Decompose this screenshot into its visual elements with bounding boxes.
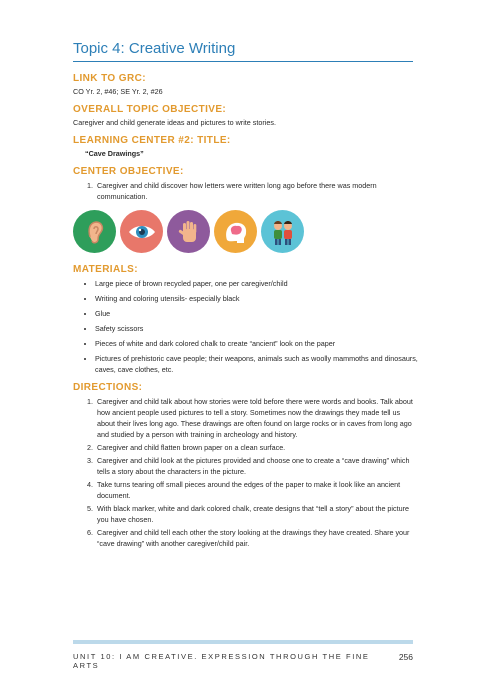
objective-heading: OVERALL TOPIC OBJECTIVE: (73, 104, 227, 115)
page-content (73, 72, 418, 555)
list-item: 1. Caregiver and child discover how letters were written long ago before there was modern communication. (95, 180, 418, 202)
link-section (73, 72, 418, 97)
list-item: • Large piece of brown recycled paper, one per caregiver/child (95, 278, 418, 289)
list-item: 2. Caregiver and child flatten brown paper on a clean surface. (95, 442, 418, 453)
materials-section (73, 263, 418, 375)
list-item: 6. Caregiver and child tell each other the story looking at the drawings they have created. Share your “cave drawing” with another caregiver/child pair. (95, 527, 418, 549)
list-item: 5. With black marker, white and dark colored chalk, create designs that “tell a story” about the picture you have chosen. (95, 503, 418, 525)
center-objective-section (73, 165, 418, 202)
children-icon (261, 210, 304, 253)
link-text: CO Yr. 2, #46; SE Yr. 2, #26 (73, 87, 163, 96)
directions-section (73, 381, 418, 549)
ear-icon (73, 210, 116, 253)
center-objective-heading: CENTER OBJECTIVE: (73, 166, 184, 177)
objective-section (73, 103, 418, 128)
hand-icon (167, 210, 210, 253)
list-item: 3. Caregiver and child look at the pictures provided and choose one to create a “cave drawing” which tells a story about the characters in the picture. (95, 455, 418, 477)
footer-divider (73, 640, 413, 644)
list-item: • Safety scissors (95, 323, 418, 334)
objective-text: Caregiver and child generate ideas and pictures to write stories. (73, 118, 276, 127)
footer-unit-title: UNIT 10: I AM CREATIVE. EXPRESSION THROUGH THE FINE ARTS (73, 652, 370, 670)
center-objective-list (73, 180, 418, 202)
list-item: • Glue (95, 308, 418, 319)
learning-center-heading: LEARNING CENTER #2: TITLE: (73, 135, 231, 146)
page-number: 256 (398, 652, 413, 662)
learning-center-title: “Cave Drawings” (85, 149, 144, 158)
page-title: Topic 4: Creative Writing (73, 39, 413, 62)
link-heading: LINK TO GRC: (73, 73, 146, 84)
directions-heading: DIRECTIONS: (73, 382, 143, 393)
page-footer (73, 652, 413, 670)
list-item: • Pictures of prehistoric cave people; their weapons, animals such as woolly mammoths and dinosaurs, caves, cave clothes, etc. (95, 353, 418, 375)
list-item: • Writing and coloring utensils- especially black (95, 293, 418, 304)
learning-center-section (73, 134, 418, 159)
eye-icon (120, 210, 163, 253)
materials-list (73, 278, 418, 375)
senses-icon-row (73, 210, 418, 253)
brain-icon (214, 210, 257, 253)
list-item: 1. Caregiver and child talk about how stories were told before there were words and books. Talk about how ancient people used pictures to tell a story. Sometimes now the drawings they made tell us about their lives long ago. These drawings are often found on large rocks or in caves from long ago and studied by a person with training in archeology and history. (95, 396, 418, 440)
materials-heading: MATERIALS: (73, 264, 138, 275)
list-item: • Pieces of white and dark colored chalk to create “ancient” look on the paper (95, 338, 418, 349)
directions-list (73, 396, 418, 549)
list-item: 4. Take turns tearing off small pieces around the edges of the paper to make it look like an ancient document. (95, 479, 418, 501)
